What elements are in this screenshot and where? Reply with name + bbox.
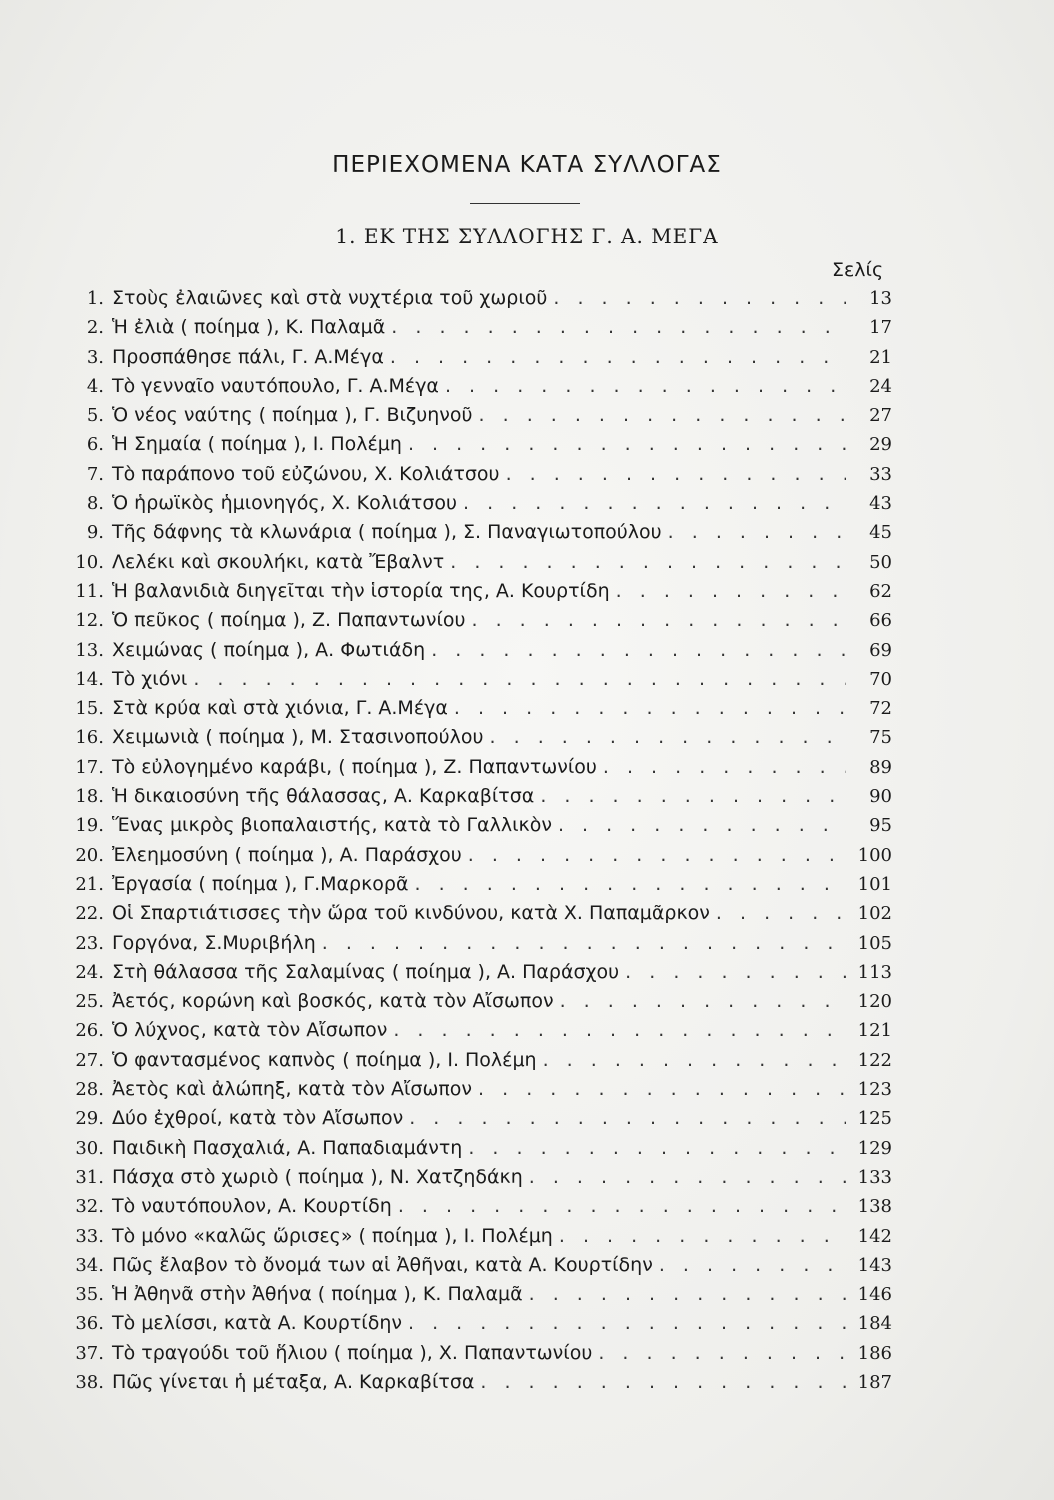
toc-entry: [56, 460, 892, 489]
dot-leader: [462, 1134, 846, 1163]
toc-entry: [56, 606, 892, 635]
dot-leader: [402, 430, 846, 459]
entry-title: Ὁ φαντασμένος καπνὸς ( ποίημα ), Ι. Πολέμη: [112, 1048, 537, 1071]
dot-leader: [597, 753, 846, 782]
entry-page-number: 70: [869, 668, 892, 690]
entry-number: 35.: [75, 1284, 104, 1306]
entry-number: 13.: [75, 639, 104, 661]
entry-title: Στὰ κρύα καὶ στὰ χιόνια, Γ. Α.Μέγα: [112, 697, 448, 720]
toc-entry: [56, 841, 892, 870]
entry-number: 2.: [86, 317, 104, 339]
entry-number: 33.: [75, 1225, 104, 1247]
dot-leader: [472, 1075, 846, 1104]
entry-page-number: 146: [857, 1284, 892, 1306]
entry-title: Παιδικὴ Πασχαλιά, Α. Παπαδιαμάντη: [112, 1136, 463, 1159]
entry-title: Τὸ γενναῖο ναυτόπουλο, Γ. Α.Μέγα: [112, 374, 439, 397]
entry-title: Τὸ χιόνι: [112, 667, 188, 690]
entry-page-number: 33: [869, 463, 892, 485]
toc-entry: [56, 753, 892, 782]
entry-title: Ἡ βαλανιδιὰ διηγεῖται τὴν ἱστορία της, Α. Κουρτίδη: [112, 579, 610, 602]
toc-entry: [56, 313, 892, 342]
entry-number: 34.: [75, 1254, 104, 1276]
dot-leader: [662, 518, 846, 547]
entry-number: 12.: [75, 610, 104, 632]
entry-title: Ἐλεημοσύνη ( ποίημα ), Α. Παράσχου: [112, 843, 462, 866]
toc-entry: [56, 1016, 892, 1045]
dot-leader: [384, 343, 846, 372]
toc-entry: [56, 1075, 892, 1104]
dot-leader: [444, 548, 846, 577]
entry-title: Προσπάθησε πάλι, Γ. Α.Μέγα: [112, 345, 384, 368]
dot-leader: [439, 372, 846, 401]
entry-page-number: 105: [857, 932, 892, 954]
dot-leader: [523, 1163, 846, 1192]
entry-title: Ὁ λύχνος, κατὰ τὸν Αἴσωπον: [112, 1019, 388, 1042]
entry-page-number: 75: [869, 727, 892, 749]
section-heading: 1. ΕΚ ΤΗΣ ΣΥΛΛΟΓΗΣ Γ. Α. ΜΕΓΑ: [335, 224, 719, 248]
page-column-label: Σελίς: [832, 259, 884, 281]
toc-entry: [56, 548, 892, 577]
dot-leader: [385, 313, 846, 342]
entry-page-number: 62: [869, 580, 892, 602]
entry-number: 26.: [75, 1020, 104, 1042]
entry-page-number: 50: [869, 551, 892, 573]
entry-number: 5.: [86, 405, 104, 427]
toc-entry: [56, 665, 892, 694]
dot-leader: [553, 1222, 846, 1251]
entry-title: Ἡ δικαιοσύνη τῆς θάλασσας, Α. Καρκαβίτσα: [112, 785, 535, 808]
entry-number: 22.: [75, 903, 104, 925]
entry-number: 37.: [75, 1342, 104, 1364]
entry-page-number: 129: [857, 1137, 892, 1159]
entry-title: Τὸ παράπονο τοῦ εὐζώνου, Χ. Κολιάτσου: [112, 462, 500, 485]
entry-page-number: 133: [857, 1166, 892, 1188]
entry-title: Τῆς δάφνης τὰ κλωνάρια ( ποίημα ), Σ. Παναγιωτοπούλου: [112, 521, 662, 544]
entry-page-number: 69: [869, 639, 892, 661]
title-divider: [470, 203, 580, 204]
toc-entry: [56, 1368, 892, 1397]
toc-entry: [56, 1251, 892, 1280]
toc-entry: [56, 694, 892, 723]
entry-title: Τὸ ναυτόπουλον, Α. Κουρτίδη: [112, 1195, 392, 1218]
entry-page-number: 184: [857, 1313, 892, 1335]
entry-page-number: 43: [869, 493, 892, 515]
entry-number: 7.: [86, 463, 104, 485]
entry-number: 11.: [75, 580, 104, 602]
entry-number: 19.: [75, 815, 104, 837]
toc-entry: [56, 401, 892, 430]
entry-number: 23.: [75, 932, 104, 954]
entry-number: 9.: [86, 522, 104, 544]
page-title: ΠΕΡΙΕΧΟΜΕΝΑ ΚΑΤΑ ΣΥΛΛΟΓΑΣ: [332, 152, 722, 178]
entry-page-number: 45: [869, 522, 892, 544]
entry-title: Χειμώνας ( ποίημα ), Α. Φωτιάδη: [112, 638, 426, 661]
entry-title: Ὁ νέος ναύτης ( ποίημα ), Γ. Βιζυηνοῦ: [112, 404, 473, 427]
dot-leader: [448, 694, 846, 723]
entry-number: 38.: [75, 1371, 104, 1393]
entry-number: 10.: [75, 551, 104, 573]
dot-leader: [392, 1192, 846, 1221]
dot-leader: [409, 870, 846, 899]
dot-leader: [653, 1251, 846, 1280]
entry-title: Ἕνας μικρὸς βιοπαλαιστής, κατὰ τὸ Γαλλικὸν: [112, 814, 552, 837]
entry-title: Στοὺς ἐλαιῶνες καὶ στὰ νυχτέρια τοῦ χωριοῦ: [112, 287, 548, 309]
entry-page-number: 13: [869, 288, 892, 309]
entry-number: 31.: [75, 1166, 104, 1188]
entry-title: Ὁ ἡρωϊκὸς ἡμιονηγός, Χ. Κολιάτσου: [112, 492, 458, 515]
entry-page-number: 24: [869, 375, 892, 397]
toc-entry: [56, 929, 892, 958]
entry-title: Τὸ εὐλογημένο καράβι, ( ποίημα ), Ζ. Παπαντωνίου: [112, 755, 597, 778]
entry-page-number: 95: [869, 815, 892, 837]
dot-leader: [610, 577, 846, 606]
toc-entry: [56, 636, 892, 665]
dot-leader: [462, 841, 846, 870]
entry-title: Ἐργασία ( ποίημα ), Γ.Μαρκορᾶ: [112, 872, 409, 895]
toc-entry: [56, 284, 892, 313]
entry-title: Τὸ μελίσσι, κατὰ Α. Κουρτίδην: [112, 1312, 402, 1335]
entry-number: 30.: [75, 1137, 104, 1159]
toc-entry: [56, 430, 892, 459]
entry-page-number: 72: [869, 698, 892, 720]
entry-title: Ἡ Ἀθηνᾶ στὴν Ἀθήνα ( ποίημα ), Κ. Παλαμᾶ: [112, 1283, 523, 1306]
entry-title: Χειμωνιὰ ( ποίημα ), Μ. Στασινοπούλου: [112, 726, 484, 749]
entry-title: Ἡ ἐλιὰ ( ποίημα ), Κ. Παλαμᾶ: [112, 316, 386, 339]
entry-number: 8.: [86, 493, 104, 515]
toc-entry: [56, 870, 892, 899]
toc-entry: [56, 782, 892, 811]
entry-title: Δύο ἐχθροί, κατὰ τὸν Αἴσωπον: [112, 1107, 404, 1130]
entry-page-number: 89: [869, 756, 892, 778]
entry-page-number: 121: [857, 1020, 892, 1042]
toc-entry: [56, 1104, 892, 1133]
dot-leader: [316, 929, 846, 958]
dot-leader: [466, 606, 847, 635]
entry-number: 1.: [86, 288, 104, 309]
entry-number: 25.: [75, 991, 104, 1013]
entry-title: Ἀετός, κορώνη καὶ βοσκός, κατὰ τὸν Αἴσωπον: [112, 990, 554, 1013]
entry-number: 27.: [75, 1049, 104, 1071]
entry-page-number: 143: [857, 1254, 892, 1276]
toc-entry: [56, 723, 892, 752]
entry-number: 32.: [75, 1196, 104, 1218]
entry-number: 17.: [75, 756, 104, 778]
entry-title: Τὸ τραγούδι τοῦ ἥλιου ( ποίημα ), Χ. Παπαντωνίου: [112, 1341, 593, 1364]
dot-leader: [547, 284, 846, 313]
entry-page-number: 100: [857, 844, 892, 866]
dot-leader: [710, 899, 846, 928]
entry-title: Οἱ Σπαρτιάτισσες τὴν ὥρα τοῦ κινδύνου, κατὰ Χ. Παπαμᾶρκον: [112, 902, 710, 925]
entry-page-number: 101: [857, 873, 892, 895]
entry-number: 15.: [75, 698, 104, 720]
toc-entry: [56, 1280, 892, 1309]
toc-entry: [56, 811, 892, 840]
entry-page-number: 21: [869, 346, 892, 368]
entry-title: Ἡ Σημαία ( ποίημα ), Ι. Πολέμη: [112, 433, 402, 456]
dot-leader: [402, 1309, 846, 1338]
toc-entry: [56, 1046, 892, 1075]
entry-page-number: 138: [857, 1196, 892, 1218]
entry-number: 36.: [75, 1313, 104, 1335]
dot-leader: [425, 636, 846, 665]
toc-entry: [56, 343, 892, 372]
toc-entry: [56, 372, 892, 401]
entry-title: Ὁ πεῦκος ( ποίημα ), Ζ. Παπαντωνίου: [112, 609, 466, 632]
toc-entry: [56, 1339, 892, 1368]
dot-leader: [474, 1368, 846, 1397]
entry-title: Στὴ θάλασσα τῆς Σαλαμίνας ( ποίημα ), Α. Παράσχου: [112, 960, 620, 983]
dot-leader: [457, 489, 846, 518]
dot-leader: [187, 665, 846, 694]
entry-page-number: 113: [857, 961, 892, 983]
dot-leader: [403, 1104, 846, 1133]
entry-number: 28.: [75, 1079, 104, 1101]
entry-number: 29.: [75, 1108, 104, 1130]
entry-number: 21.: [75, 873, 104, 895]
entry-title: Τὸ μόνο «καλῶς ὥρισες» ( ποίημα ), Ι. Πολέμη: [112, 1224, 553, 1247]
entry-page-number: 66: [869, 610, 892, 632]
dot-leader: [537, 1046, 846, 1075]
entry-page-number: 120: [857, 991, 892, 1013]
entry-number: 20.: [75, 844, 104, 866]
toc-entry: [56, 1222, 892, 1251]
entry-number: 3.: [86, 346, 104, 368]
dot-leader: [523, 1280, 846, 1309]
entry-title: Ἀετὸς καὶ ἀλώπηξ, κατὰ τὸν Αἴσωπον: [112, 1078, 473, 1101]
dot-leader: [387, 1016, 846, 1045]
entry-page-number: 142: [857, 1225, 892, 1247]
entry-page-number: 125: [857, 1108, 892, 1130]
dot-leader: [619, 958, 846, 987]
toc-entry: [56, 577, 892, 606]
entry-page-number: 102: [857, 903, 892, 925]
entry-page-number: 90: [869, 786, 892, 808]
toc-entry: [56, 1134, 892, 1163]
entry-number: 24.: [75, 961, 104, 983]
entry-page-number: 29: [869, 434, 892, 456]
entry-title: Πῶς ἔλαβον τὸ ὄνομά των αἱ Ἀθῆναι, κατὰ Α. Κουρτίδην: [112, 1253, 653, 1276]
entry-title: Γοργόνα, Σ.Μυριβήλη: [112, 931, 316, 954]
toc-entry: [56, 899, 892, 928]
entry-number: 6.: [86, 434, 104, 456]
entry-page-number: 123: [857, 1079, 892, 1101]
entry-number: 14.: [75, 668, 104, 690]
dot-leader: [484, 723, 846, 752]
toc-entry: [56, 987, 892, 1016]
dot-leader: [552, 811, 846, 840]
toc-entry: [56, 518, 892, 547]
entry-page-number: 27: [869, 405, 892, 427]
entry-page-number: 186: [857, 1342, 892, 1364]
dot-leader: [554, 987, 846, 1016]
entry-title: Λελέκι καὶ σκουλήκι, κατὰ Ἔβαλντ: [112, 550, 445, 573]
toc-entry: [56, 958, 892, 987]
dot-leader: [500, 460, 846, 489]
entry-title: Πάσχα στὸ χωριὸ ( ποίημα ), Ν. Χατζηδάκη: [112, 1165, 523, 1188]
entry-page-number: 187: [857, 1371, 892, 1393]
entry-title: Πῶς γίνεται ἡ μέταξα, Α. Καρκαβίτσα: [112, 1370, 475, 1393]
entry-page-number: 122: [857, 1049, 892, 1071]
dot-leader: [473, 401, 846, 430]
dot-leader: [592, 1339, 846, 1368]
dot-leader: [534, 782, 846, 811]
entry-page-number: 17: [869, 317, 892, 339]
toc-entry: [56, 489, 892, 518]
entry-number: 16.: [75, 727, 104, 749]
entry-number: 18.: [75, 786, 104, 808]
toc-entry: [56, 1192, 892, 1221]
toc-entry: [56, 1163, 892, 1192]
entry-number: 4.: [86, 375, 104, 397]
toc-entry: [56, 1309, 892, 1338]
table-of-contents: [56, 284, 892, 1397]
